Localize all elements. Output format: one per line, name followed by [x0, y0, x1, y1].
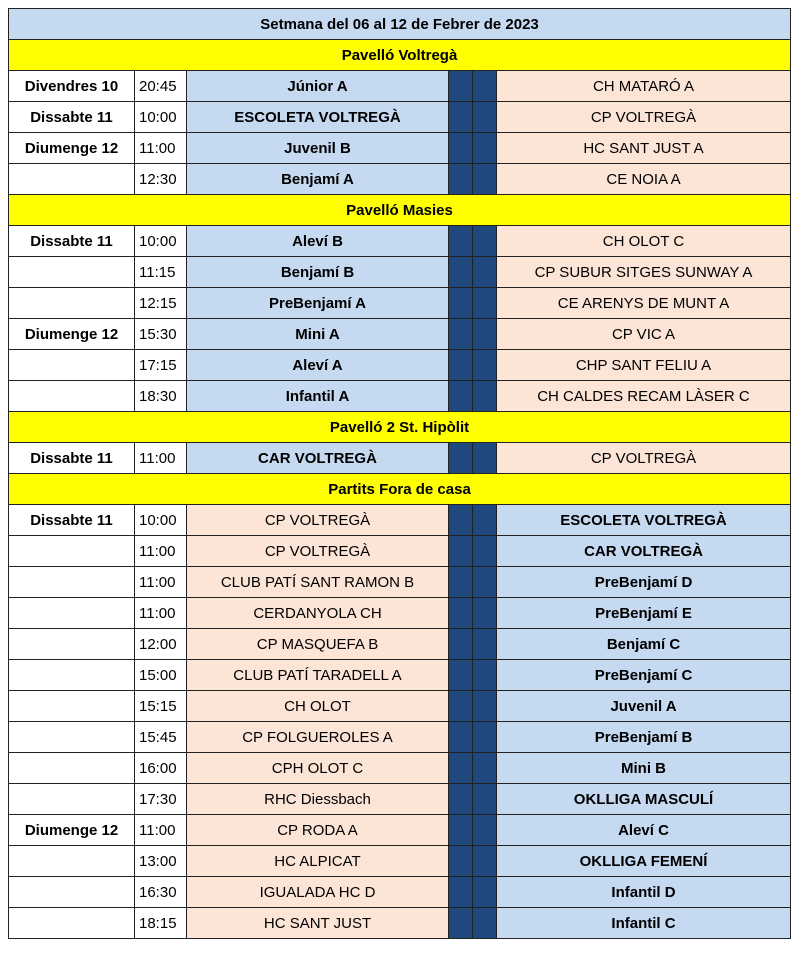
- match-row: [9, 815, 791, 846]
- home-team: RHC Diessbach: [187, 784, 449, 815]
- match-row: [9, 288, 791, 319]
- match-time: 18:15: [135, 908, 187, 939]
- match-time: 15:30: [135, 319, 187, 350]
- score-divider: [449, 71, 473, 102]
- rival-team: CH CALDES RECAM LÀSER C: [497, 381, 791, 412]
- voltrega-team: OKLLIGA MASCULÍ: [497, 784, 791, 815]
- section-header-row: [9, 412, 791, 443]
- match-time: 15:45: [135, 722, 187, 753]
- match-row: [9, 908, 791, 939]
- voltrega-team: Mini A: [187, 319, 449, 350]
- score-divider: [449, 536, 473, 567]
- section-header-row: [9, 195, 791, 226]
- voltrega-team: Aleví C: [497, 815, 791, 846]
- match-time: 16:00: [135, 753, 187, 784]
- score-divider: [473, 102, 497, 133]
- score-divider: [449, 877, 473, 908]
- home-team: CP FOLGUEROLES A: [187, 722, 449, 753]
- score-divider: [449, 319, 473, 350]
- score-divider: [473, 815, 497, 846]
- score-divider: [449, 257, 473, 288]
- section-title: Pavelló Voltregà: [9, 40, 791, 71]
- voltrega-team: ESCOLETA VOLTREGÀ: [187, 102, 449, 133]
- score-divider: [473, 133, 497, 164]
- match-time: 11:00: [135, 443, 187, 474]
- match-row: [9, 226, 791, 257]
- match-row: [9, 319, 791, 350]
- score-divider: [473, 381, 497, 412]
- match-time: 18:30: [135, 381, 187, 412]
- match-row: [9, 598, 791, 629]
- match-time: 11:00: [135, 598, 187, 629]
- score-divider: [449, 381, 473, 412]
- score-divider: [449, 350, 473, 381]
- match-row: [9, 753, 791, 784]
- match-time: 11:00: [135, 133, 187, 164]
- match-row: [9, 164, 791, 195]
- title-row: [9, 9, 791, 40]
- voltrega-team: Infantil A: [187, 381, 449, 412]
- score-divider: [449, 226, 473, 257]
- home-team: CLUB PATÍ SANT RAMON B: [187, 567, 449, 598]
- match-time: 12:15: [135, 288, 187, 319]
- rival-team: CP SUBUR SITGES SUNWAY A: [497, 257, 791, 288]
- page-title: Setmana del 06 al 12 de Febrer de 2023: [9, 9, 791, 40]
- score-divider: [473, 226, 497, 257]
- match-day: [9, 288, 135, 319]
- section-title: Pavelló Masies: [9, 195, 791, 226]
- match-day: Dissabte 11: [9, 226, 135, 257]
- match-time: 11:00: [135, 567, 187, 598]
- match-time: 11:00: [135, 536, 187, 567]
- voltrega-team: Aleví B: [187, 226, 449, 257]
- voltrega-team: CAR VOLTREGÀ: [187, 443, 449, 474]
- match-row: [9, 784, 791, 815]
- score-divider: [473, 164, 497, 195]
- schedule-table: [8, 8, 791, 939]
- match-day: [9, 381, 135, 412]
- match-row: [9, 722, 791, 753]
- score-divider: [449, 753, 473, 784]
- home-team: CH OLOT: [187, 691, 449, 722]
- score-divider: [473, 846, 497, 877]
- home-team: HC SANT JUST: [187, 908, 449, 939]
- match-row: [9, 629, 791, 660]
- rival-team: CE ARENYS DE MUNT A: [497, 288, 791, 319]
- home-team: HC ALPICAT: [187, 846, 449, 877]
- match-time: 17:30: [135, 784, 187, 815]
- match-day: [9, 629, 135, 660]
- section-header-row: [9, 474, 791, 505]
- match-time: 16:30: [135, 877, 187, 908]
- match-time: 15:15: [135, 691, 187, 722]
- section-title: Partits Fora de casa: [9, 474, 791, 505]
- score-divider: [449, 722, 473, 753]
- rival-team: CH MATARÓ A: [497, 71, 791, 102]
- score-divider: [473, 319, 497, 350]
- match-day: Divendres 10: [9, 71, 135, 102]
- voltrega-team: Infantil C: [497, 908, 791, 939]
- score-divider: [473, 722, 497, 753]
- match-day: Dissabte 11: [9, 443, 135, 474]
- match-day: Dissabte 11: [9, 102, 135, 133]
- score-divider: [473, 536, 497, 567]
- score-divider: [449, 567, 473, 598]
- score-divider: [449, 784, 473, 815]
- score-divider: [473, 505, 497, 536]
- match-day: [9, 660, 135, 691]
- voltrega-team: PreBenjamí E: [497, 598, 791, 629]
- score-divider: [473, 567, 497, 598]
- score-divider: [449, 908, 473, 939]
- voltrega-team: PreBenjamí D: [497, 567, 791, 598]
- voltrega-team: Benjamí C: [497, 629, 791, 660]
- voltrega-team: Benjamí A: [187, 164, 449, 195]
- score-divider: [449, 846, 473, 877]
- voltrega-team: Júnior A: [187, 71, 449, 102]
- score-divider: [449, 815, 473, 846]
- match-time: 12:30: [135, 164, 187, 195]
- score-divider: [473, 908, 497, 939]
- score-divider: [473, 629, 497, 660]
- score-divider: [449, 133, 473, 164]
- match-day: [9, 877, 135, 908]
- match-day: [9, 598, 135, 629]
- score-divider: [449, 691, 473, 722]
- match-day: [9, 164, 135, 195]
- score-divider: [473, 660, 497, 691]
- match-day: [9, 753, 135, 784]
- score-divider: [449, 164, 473, 195]
- match-row: [9, 660, 791, 691]
- match-row: [9, 846, 791, 877]
- score-divider: [473, 598, 497, 629]
- voltrega-team: OKLLIGA FEMENÍ: [497, 846, 791, 877]
- match-row: [9, 505, 791, 536]
- schedule-body: [9, 9, 791, 939]
- match-day: Diumenge 12: [9, 319, 135, 350]
- voltrega-team: Juvenil B: [187, 133, 449, 164]
- voltrega-team: Benjamí B: [187, 257, 449, 288]
- score-divider: [473, 257, 497, 288]
- match-time: 15:00: [135, 660, 187, 691]
- match-time: 10:00: [135, 226, 187, 257]
- home-team: CLUB PATÍ TARADELL A: [187, 660, 449, 691]
- voltrega-team: Mini B: [497, 753, 791, 784]
- match-time: 17:15: [135, 350, 187, 381]
- match-row: [9, 350, 791, 381]
- score-divider: [449, 102, 473, 133]
- match-day: [9, 257, 135, 288]
- rival-team: CP VIC A: [497, 319, 791, 350]
- score-divider: [473, 350, 497, 381]
- score-divider: [449, 660, 473, 691]
- score-divider: [473, 71, 497, 102]
- match-time: 10:00: [135, 102, 187, 133]
- match-time: 13:00: [135, 846, 187, 877]
- voltrega-team: ESCOLETA VOLTREGÀ: [497, 505, 791, 536]
- home-team: CPH OLOT C: [187, 753, 449, 784]
- score-divider: [473, 288, 497, 319]
- rival-team: HC SANT JUST A: [497, 133, 791, 164]
- match-day: [9, 722, 135, 753]
- section-title: Pavelló 2 St. Hipòlit: [9, 412, 791, 443]
- score-divider: [449, 629, 473, 660]
- match-time: 20:45: [135, 71, 187, 102]
- match-day: Diumenge 12: [9, 133, 135, 164]
- score-divider: [449, 505, 473, 536]
- voltrega-team: CAR VOLTREGÀ: [497, 536, 791, 567]
- score-divider: [473, 877, 497, 908]
- match-time: 12:00: [135, 629, 187, 660]
- score-divider: [473, 691, 497, 722]
- match-time: 11:00: [135, 815, 187, 846]
- match-day: [9, 784, 135, 815]
- match-row: [9, 257, 791, 288]
- rival-team: CP VOLTREGÀ: [497, 102, 791, 133]
- home-team: CP MASQUEFA B: [187, 629, 449, 660]
- voltrega-team: PreBenjamí B: [497, 722, 791, 753]
- match-day: [9, 846, 135, 877]
- match-row: [9, 133, 791, 164]
- match-time: 10:00: [135, 505, 187, 536]
- section-header-row: [9, 40, 791, 71]
- rival-team: CP VOLTREGÀ: [497, 443, 791, 474]
- voltrega-team: Juvenil A: [497, 691, 791, 722]
- score-divider: [473, 753, 497, 784]
- voltrega-team: PreBenjamí A: [187, 288, 449, 319]
- score-divider: [473, 443, 497, 474]
- voltrega-team: Infantil D: [497, 877, 791, 908]
- home-team: CP VOLTREGÀ: [187, 536, 449, 567]
- match-row: [9, 443, 791, 474]
- score-divider: [473, 784, 497, 815]
- voltrega-team: Aleví A: [187, 350, 449, 381]
- voltrega-team: PreBenjamí C: [497, 660, 791, 691]
- score-divider: [449, 598, 473, 629]
- rival-team: CE NOIA A: [497, 164, 791, 195]
- match-day: Diumenge 12: [9, 815, 135, 846]
- match-day: [9, 350, 135, 381]
- home-team: CP RODA A: [187, 815, 449, 846]
- match-row: [9, 536, 791, 567]
- match-day: [9, 567, 135, 598]
- home-team: IGUALADA HC D: [187, 877, 449, 908]
- match-day: [9, 691, 135, 722]
- rival-team: CH OLOT C: [497, 226, 791, 257]
- match-day: Dissabte 11: [9, 505, 135, 536]
- score-divider: [449, 443, 473, 474]
- match-row: [9, 71, 791, 102]
- match-row: [9, 102, 791, 133]
- match-row: [9, 877, 791, 908]
- rival-team: CHP SANT FELIU A: [497, 350, 791, 381]
- score-divider: [449, 288, 473, 319]
- match-row: [9, 381, 791, 412]
- match-day: [9, 908, 135, 939]
- match-row: [9, 567, 791, 598]
- home-team: CERDANYOLA CH: [187, 598, 449, 629]
- home-team: CP VOLTREGÀ: [187, 505, 449, 536]
- match-day: [9, 536, 135, 567]
- match-row: [9, 691, 791, 722]
- match-time: 11:15: [135, 257, 187, 288]
